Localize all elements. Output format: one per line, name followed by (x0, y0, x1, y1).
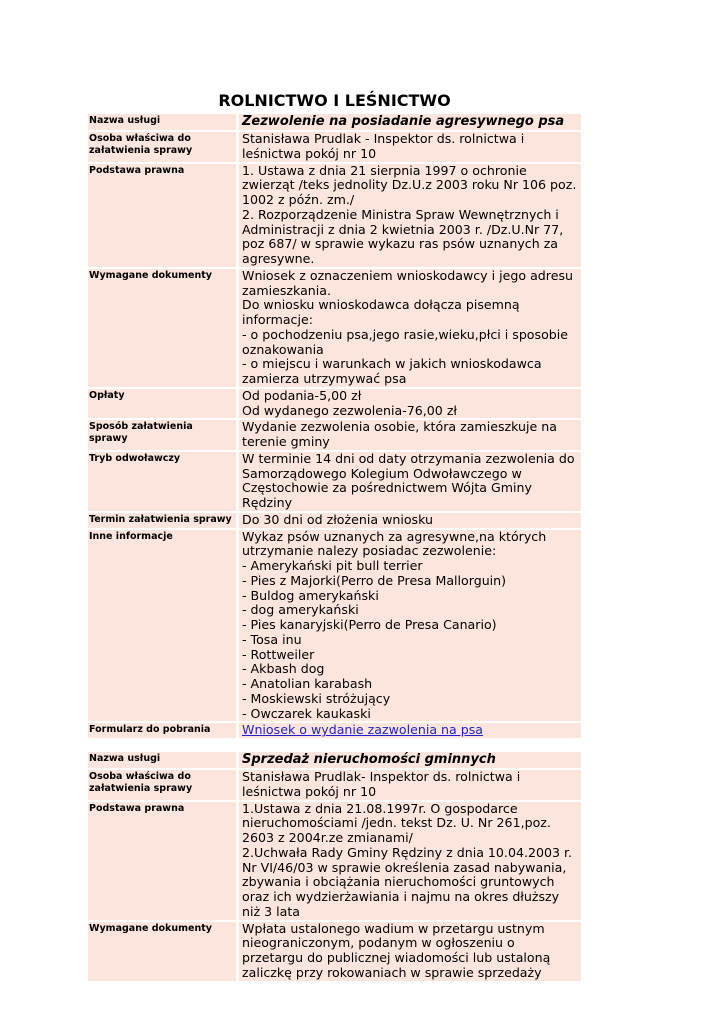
row-label: Osoba właściwa do załatwienia sprawy (88, 132, 236, 162)
row-value: 1. Ustawa z dnia 21 sierpnia 1997 o ochronie zwierząt /teks jednolity Dz.U.z 2003 roku Nr 106 poz. 1002 z późn. zm./ 2. Rozporządzenie Ministra Spraw Wewnętrznych i Administracji z dnia 2 kwietnia 2003 r. /Dz.U.Nr 77, poz 687/ w sprawie wykazu ras psów uznanych za agresywne. (239, 164, 581, 267)
table-row (88, 420, 581, 450)
form-download-link[interactable]: Wniosek o wydanie zazwolenia na psa (242, 722, 484, 738)
row-label: Sposób załatwienia sprawy (88, 420, 236, 450)
row-value: 1.Ustawa z dnia 21.08.1997r. O gospodarce nieruchomościami /jedn. tekst Dz. U. Nr 261,poz. 2603 z 2004r.ze zmianami/ 2.Uchwała Rady Gminy Rędziny z dnia 10.04.2003 r. Nr VI/46/03 w sprawie określenia zasad nabywania, zbywania i obciążania nieruchomości gruntowych oraz ich wydzierżawiania i najmu na okres dłuższy niż 3 lata (239, 802, 581, 920)
row-label: Podstawa prawna (88, 802, 236, 920)
row-label: Formularz do pobrania (88, 723, 236, 738)
table-row (88, 802, 581, 920)
table-row (88, 530, 581, 722)
table-row (88, 752, 581, 768)
table-row (88, 513, 581, 528)
row-label: Inne informacje (88, 530, 236, 722)
table-row (88, 269, 581, 387)
row-label: Tryb odwoławczy (88, 452, 236, 511)
row-value: Wpłata ustalonego wadium w przetargu ustnym nieograniczonym, podanym w ogłoszeniu o przetargu do publicznej wiadomości lub ustaloną zaliczkę przy rokowaniach w sprawie sprzedaży (239, 922, 581, 981)
row-value: Stanisława Prudlak - Inspektor ds. rolnictwa i leśnictwa pokój nr 10 (239, 132, 581, 162)
row-label: Wymagane dokumenty (88, 922, 236, 981)
row-value: Od podania-5,00 zł Od wydanego zezwolenia-76,00 zł (239, 389, 581, 419)
row-value: Wykaz psów uznanych za agresywne,na których utrzymanie nalezy posiadac zezwolenie: - Amerykański pit bull terrier - Pies z Majorki(Perro de Presa Mallorguin) - Buldog amerykański - dog amerykański - Pies kanaryjski(Perro de Presa Canario) - Tosa inu - Rottweiler - Akbash dog - Anatolian karabash - Moskiewski stróżujący - Owczarek kaukaski (239, 530, 581, 722)
row-label: Osoba właściwa do załatwienia sprawy (88, 770, 236, 800)
row-value (239, 723, 581, 738)
row-label: Nazwa usługi (88, 114, 236, 130)
document-page (88, 88, 581, 983)
table-row (88, 723, 581, 738)
row-value: W terminie 14 dni od daty otrzymania zezwolenia do Samorządowego Kolegium Odwoławczego w Częstochowie za pośrednictwem Wójta Gminy Rędziny (239, 452, 581, 511)
table-row (88, 770, 581, 800)
row-value: Wydanie zezwolenia osobie, która zamieszkuje na terenie gminy (239, 420, 581, 450)
table-row (88, 132, 581, 162)
table-row (88, 114, 581, 130)
service-table-property-sale (88, 750, 581, 983)
row-label: Termin załatwienia sprawy (88, 513, 236, 528)
row-label: Nazwa usługi (88, 752, 236, 768)
page-title: ROLNICTWO I LEŚNICTWO (218, 91, 451, 110)
row-label: Opłaty (88, 389, 236, 419)
table-row (88, 922, 581, 981)
service-table-dog-permit (88, 112, 581, 740)
row-label: Podstawa prawna (88, 164, 236, 267)
service-name: Sprzedaż nieruchomości gminnych (239, 752, 581, 768)
row-label: Wymagane dokumenty (88, 269, 236, 387)
service-name: Zezwolenie na posiadanie agresywnego psa (239, 114, 581, 130)
row-value: Wniosek z oznaczeniem wnioskodawcy i jego adresu zamieszkania. Do wniosku wnioskodawca dołącza pisemną informacje: - o pochodzeniu psa,jego rasie,wieku,płci i sposobie oznakowania - o miejscu i warunkach w jakich wnioskodawca zamierza utrzymywać psa (239, 269, 581, 387)
table-row (88, 164, 581, 267)
table-row (88, 452, 581, 511)
table-row (88, 389, 581, 419)
row-value: Do 30 dni od złożenia wniosku (239, 513, 581, 528)
row-value: Stanisława Prudlak- Inspektor ds. rolnictwa i leśnictwa pokój nr 10 (239, 770, 581, 800)
